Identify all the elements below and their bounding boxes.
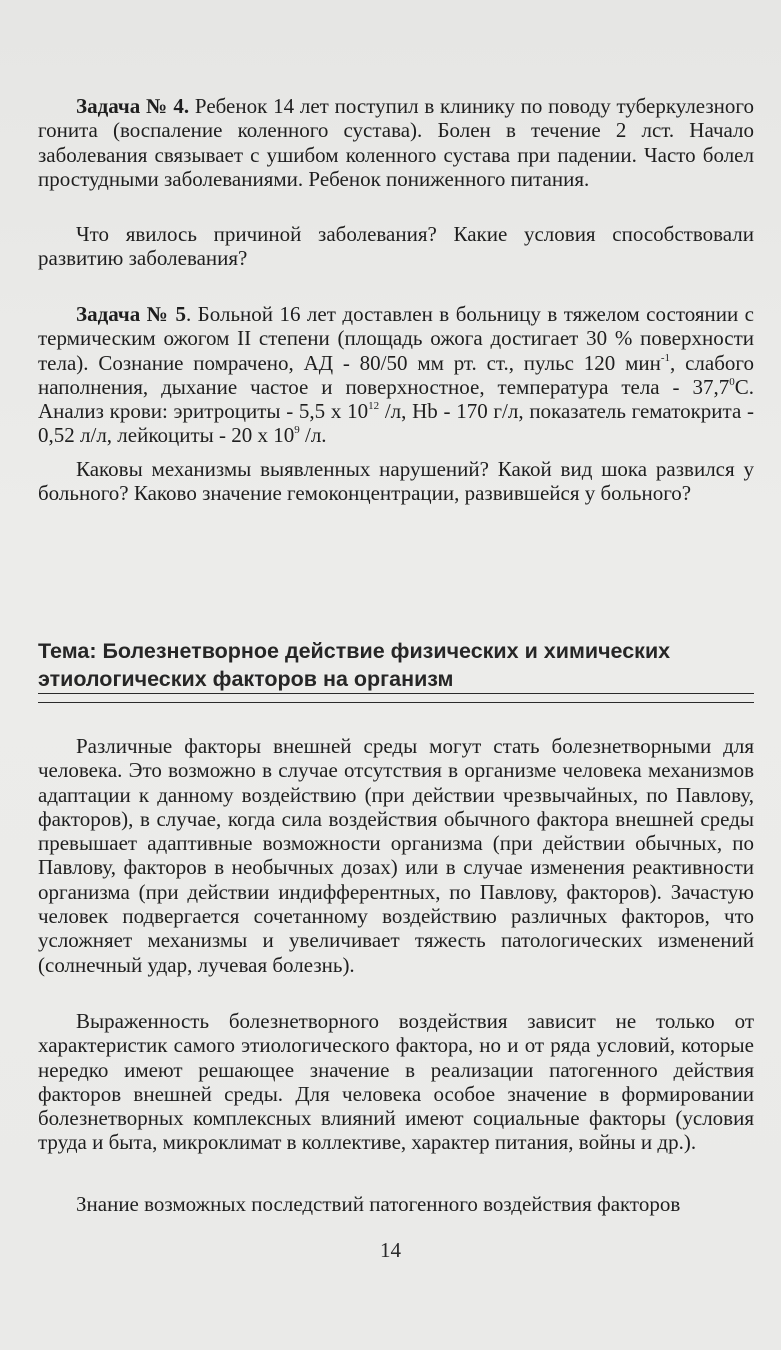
task-5-sup-1: -1 <box>660 351 671 364</box>
task-5-text-5: /л. <box>299 423 327 448</box>
body-paragraph-3: Знание возможных последствий патогенного воздействия факторов <box>76 1192 681 1216</box>
task-4-label: Задача № 4. <box>76 94 190 118</box>
heading-rule-bottom <box>38 702 754 703</box>
task-4-question: Что явилось причиной заболевания? Какие условия способствовали развитию заболевания? <box>38 222 754 271</box>
task-5-sup-3: 12 <box>368 400 380 413</box>
heading-rule-top <box>38 693 754 694</box>
task-5-label: Задача № 5 <box>76 302 186 326</box>
task-4-paragraph <box>38 94 754 191</box>
task-5-text-2: , слабого наполнения, дыхание частое и поверхностное, температура тела - 37,7 <box>38 350 754 399</box>
page-number: 14 <box>380 1238 401 1262</box>
task-5-question: Каковы механизмы выявленных нарушений? Какой вид шока развился у больного? Каково значение гемоконцентрации, развившейся у больного? <box>38 457 754 506</box>
task-5-text-3: С. Анализ крови: эритроциты - 5,5 x 10 <box>38 374 754 424</box>
task-5-sup-2: 0 <box>729 375 735 388</box>
task-5-sup-4: 9 <box>294 424 300 437</box>
task-5-text-1: . Больной 16 лет доставлен в больницу в тяжелом состоянии с термическим ожогом II степени (площадь ожога достигает 30 % поверхности тела). Сознание помрачено, АД - 80/50 мм рт. ст., пульс 120 мин <box>38 302 754 375</box>
body-paragraph-1: Различные факторы внешней среды могут стать болезнетворными для человека. Это возможно в случае отсутствия в организме человека механизмов адаптации к данному воздействию (при действии чрезвычайных, по Павлову, факторов), в случае, когда сила воздействия обычного фактора внешней среды превышает адаптивные возможности организма (при действии обычных, по Павлову, факторов в необычных дозах) или в случае изменения реактивности организма (при действии индифферентных, по Павлову, факторов). Зачастую человек подвергается сочетанному воздействию различных факторов, что усложняет механизмы и увеличивает тяжесть патологических изменений (солнечный удар, лучевая болезнь). <box>38 734 754 977</box>
topic-heading: Тема: Болезнетворное действие физических и химических этиологических факторов на организм <box>38 639 671 691</box>
body-paragraph-2: Выраженность болезнетворного воздействия зависит не только от характеристик самого этиологического фактора, но и от ряда условий, которые нередко имеют решающее значение в реализации патогенного действия факторов внешней среды. Для человека особое значение в формировании болезнетворных комплексных влияний имеют социальные факторы (условия труда и быта, микроклимат в коллективе, характер питания, войны и др.). <box>38 1009 754 1155</box>
task-4-text: Ребенок 14 лет поступил в клинику по поводу туберкулезного гонита (воспаление коленного сустава). Болен в течение 2 лст. Начало заболевания связывает с ушибом коленного сустава при падении. Часто болел простудными заболеваниями. Ребенок пониженного питания. <box>38 94 754 191</box>
task-5-text-4: /л, Hb - 170 г/л, показатель гематокрита - 0,52 л/л, лейкоциты - 20 x 10 <box>38 399 755 448</box>
task-5-paragraph <box>38 302 754 448</box>
